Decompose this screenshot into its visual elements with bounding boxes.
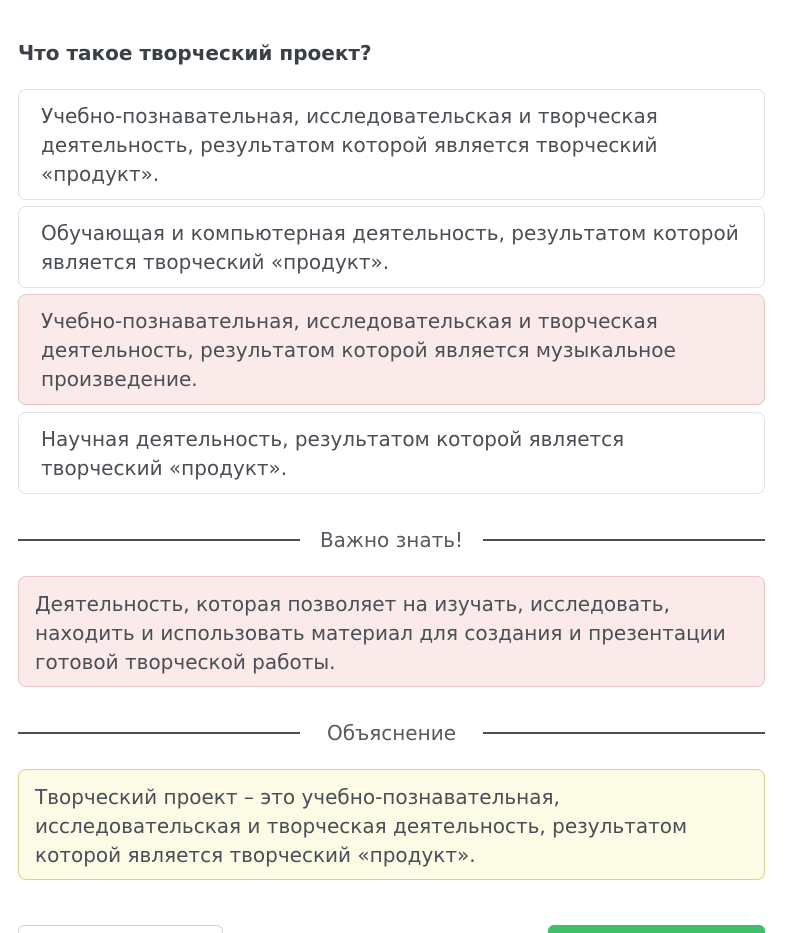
divider-line — [483, 539, 765, 541]
secondary-button[interactable] — [18, 925, 223, 933]
answer-option-1[interactable] — [18, 89, 765, 200]
important-box — [18, 576, 765, 687]
explanation-text: Творческий проект – это учебно-познавательная, исследовательская и творческая деятельность, результатом которой является творческий «продукт». — [35, 785, 688, 867]
answer-option-text: Учебно-познавательная, исследовательская и творческая деятельность, результатом которой является творческий «продукт». — [41, 104, 658, 186]
question-title: Что такое творческий проект? — [18, 41, 372, 65]
important-heading: Важно знать! — [319, 528, 464, 552]
important-divider — [18, 525, 765, 555]
divider-line — [483, 732, 765, 734]
answer-option-3-wrong[interactable] — [18, 294, 765, 405]
answer-option-2[interactable] — [18, 206, 765, 288]
explanation-divider — [18, 718, 765, 748]
answer-option-text: Учебно-познавательная, исследовательская и творческая деятельность, результатом которой является музыкальное произведение. — [41, 309, 676, 391]
explanation-box — [18, 769, 765, 880]
answer-option-text: Научная деятельность, результатом которой является творческий «продукт». — [41, 427, 625, 480]
answer-option-text: Обучающая и компьютерная деятельность, результатом которой является творческий «продукт». — [41, 221, 739, 274]
explanation-heading: Объяснение — [327, 721, 456, 745]
primary-button[interactable] — [548, 925, 765, 933]
answer-option-4[interactable] — [18, 412, 765, 494]
important-text: Деятельность, которая позволяет на изучать, исследовать, находить и использовать материал для создания и презентации готовой творческой работы. — [35, 592, 726, 674]
